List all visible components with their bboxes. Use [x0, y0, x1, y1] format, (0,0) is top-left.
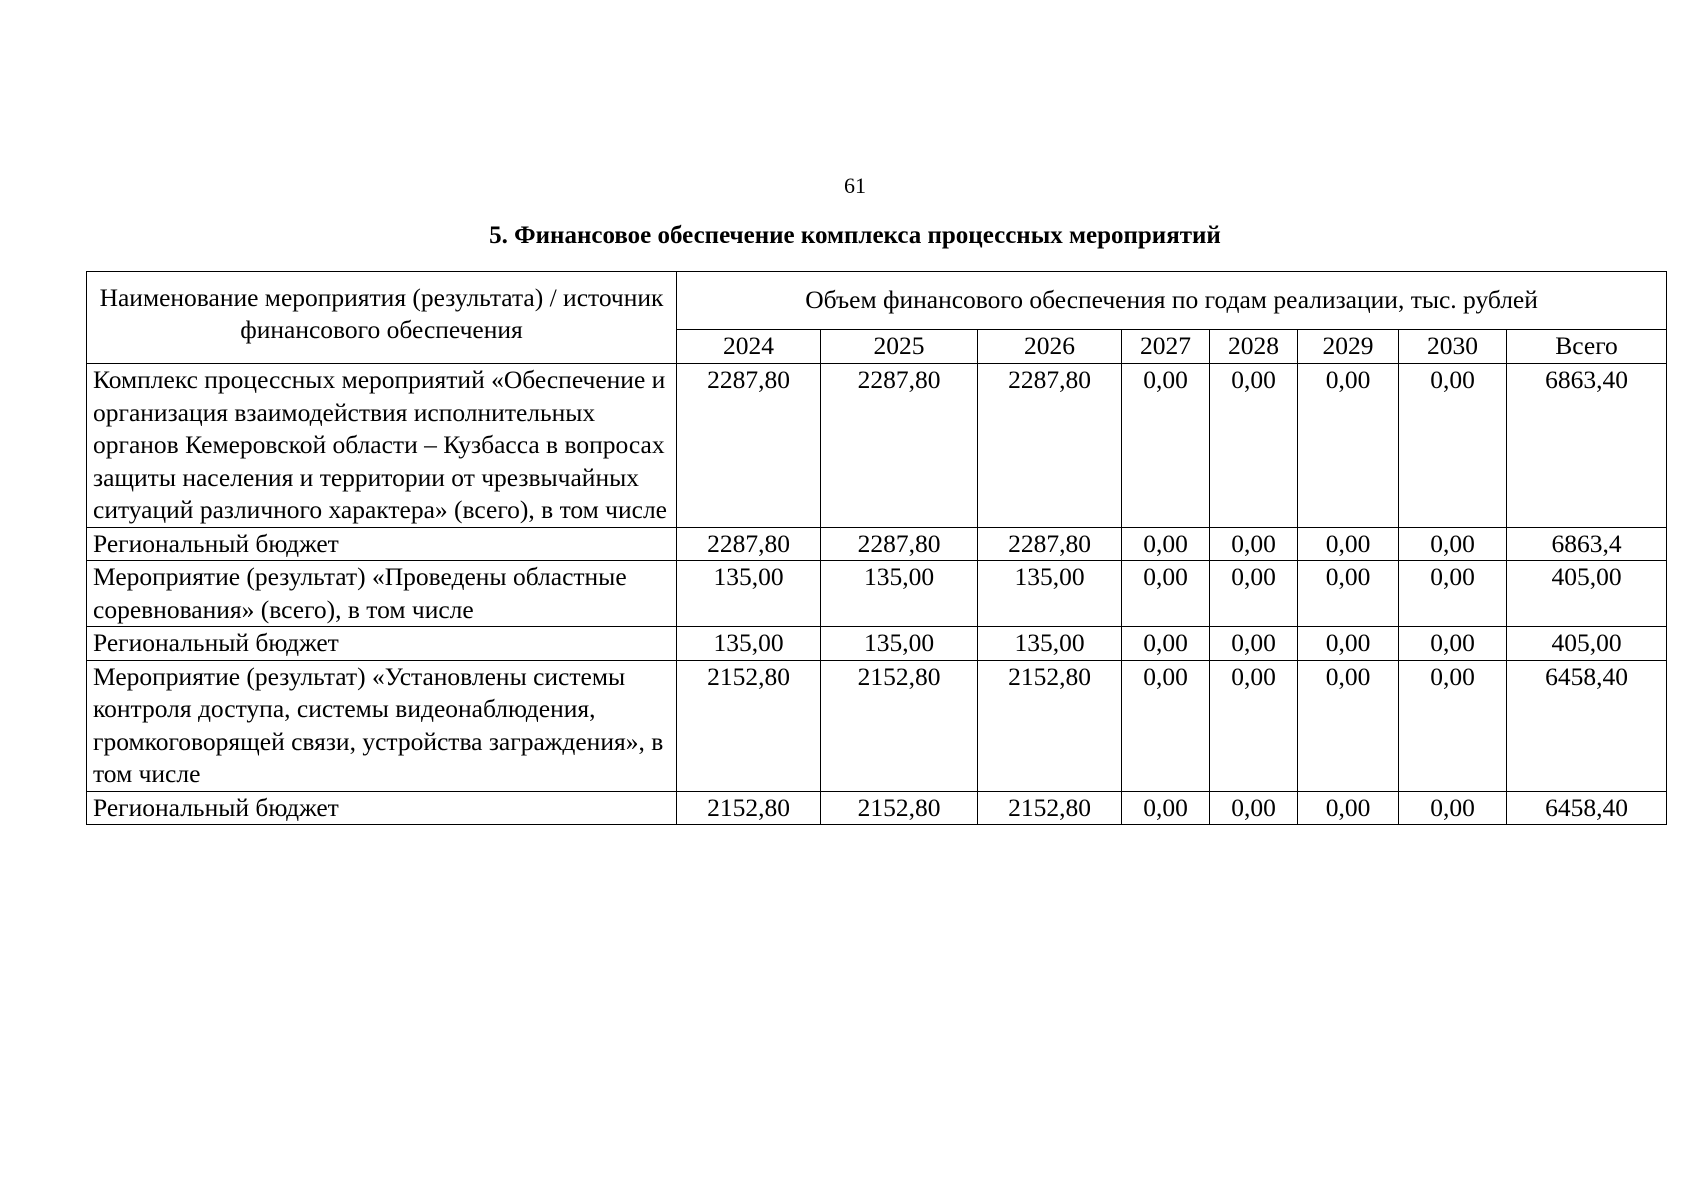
value-cell: 0,00 [1399, 561, 1507, 627]
year-header-2026: 2026 [978, 330, 1122, 364]
year-header-2024: 2024 [677, 330, 821, 364]
value-cell: 135,00 [821, 627, 978, 661]
financing-table [86, 271, 1667, 825]
value-cell: 2152,80 [978, 660, 1122, 791]
value-cell: 0,00 [1399, 364, 1507, 528]
value-cell: 0,00 [1210, 561, 1298, 627]
value-cell: 0,00 [1298, 627, 1399, 661]
year-header-2027: 2027 [1122, 330, 1210, 364]
value-cell: 0,00 [1210, 627, 1298, 661]
total-cell: 405,00 [1507, 627, 1667, 661]
value-cell: 0,00 [1210, 660, 1298, 791]
year-header-2030: 2030 [1399, 330, 1507, 364]
table-header [87, 272, 1667, 364]
value-cell: 0,00 [1298, 561, 1399, 627]
value-cell: 135,00 [677, 627, 821, 661]
value-cell: 0,00 [1399, 660, 1507, 791]
value-cell: 2287,80 [677, 527, 821, 561]
value-cell: 0,00 [1122, 527, 1210, 561]
row-name-cell: Региональный бюджет [87, 791, 677, 825]
value-cell: 135,00 [978, 561, 1122, 627]
section-title: 5. Финансовое обеспечение комплекса процессных мероприятий [489, 222, 1221, 249]
value-cell: 2287,80 [821, 364, 978, 528]
value-cell: 0,00 [1122, 627, 1210, 661]
value-cell: 135,00 [978, 627, 1122, 661]
table-row [87, 561, 1667, 627]
table-row [87, 627, 1667, 661]
value-cell: 2152,80 [821, 791, 978, 825]
value-cell: 2152,80 [821, 660, 978, 791]
value-cell: 2152,80 [978, 791, 1122, 825]
value-cell: 0,00 [1298, 364, 1399, 528]
value-cell: 0,00 [1298, 660, 1399, 791]
value-cell: 135,00 [821, 561, 978, 627]
row-name-cell: Региональный бюджет [87, 527, 677, 561]
value-cell: 0,00 [1122, 561, 1210, 627]
table-row [87, 791, 1667, 825]
value-cell: 0,00 [1122, 660, 1210, 791]
total-cell: 6863,4 [1507, 527, 1667, 561]
year-header-2025: 2025 [821, 330, 978, 364]
row-name-cell: Мероприятие (результат) «Установлены системы контроля доступа, системы видеонаблюдения, громкоговорящей связи, устройства заграждения», в том числе [87, 660, 677, 791]
value-cell: 0,00 [1399, 791, 1507, 825]
table-body [87, 364, 1667, 825]
header-name-cell: Наименование мероприятия (результата) / источник финансового обеспечения [87, 272, 677, 364]
value-cell: 0,00 [1122, 364, 1210, 528]
value-cell: 0,00 [1298, 791, 1399, 825]
row-name-cell: Мероприятие (результат) «Проведены областные соревнования» (всего), в том числе [87, 561, 677, 627]
value-cell: 2152,80 [677, 660, 821, 791]
total-cell: 6458,40 [1507, 660, 1667, 791]
year-header-2029: 2029 [1298, 330, 1399, 364]
value-cell: 2152,80 [677, 791, 821, 825]
table-row [87, 660, 1667, 791]
value-cell: 0,00 [1399, 527, 1507, 561]
table-row [87, 527, 1667, 561]
value-cell: 135,00 [677, 561, 821, 627]
value-cell: 0,00 [1399, 627, 1507, 661]
header-row-group [87, 272, 1667, 330]
year-header-total: Всего [1507, 330, 1667, 364]
value-cell: 2287,80 [978, 527, 1122, 561]
page-number: 61 [844, 173, 866, 198]
value-cell: 0,00 [1210, 527, 1298, 561]
total-cell: 6458,40 [1507, 791, 1667, 825]
year-header-2028: 2028 [1210, 330, 1298, 364]
row-name-cell: Региональный бюджет [87, 627, 677, 661]
value-cell: 0,00 [1122, 791, 1210, 825]
value-cell: 0,00 [1210, 791, 1298, 825]
table-row [87, 364, 1667, 528]
value-cell: 2287,80 [978, 364, 1122, 528]
total-cell: 405,00 [1507, 561, 1667, 627]
value-cell: 2287,80 [821, 527, 978, 561]
value-cell: 2287,80 [677, 364, 821, 528]
value-cell: 0,00 [1210, 364, 1298, 528]
value-cell: 0,00 [1298, 527, 1399, 561]
row-name-cell: Комплекс процессных мероприятий «Обеспечение и организация взаимодействия исполнительных органов Кемеровской области – Кузбасса в вопросах защиты населения и территории от чрезвычайных ситуаций различного характера» (всего), в том числе [87, 364, 677, 528]
header-group-cell: Объем финансового обеспечения по годам реализации, тыс. рублей [677, 272, 1667, 330]
total-cell: 6863,40 [1507, 364, 1667, 528]
